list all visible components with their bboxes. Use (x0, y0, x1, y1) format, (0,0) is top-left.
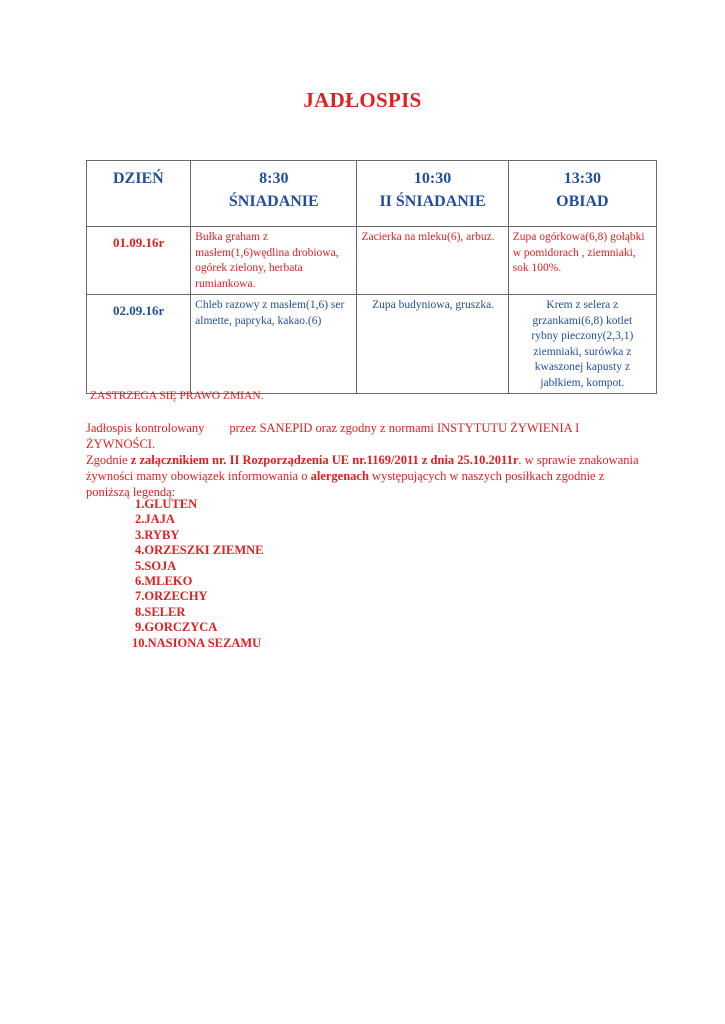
lunch-cell (508, 227, 656, 295)
breakfast-cell (191, 227, 357, 295)
list-item: 3.RYBY (135, 527, 180, 542)
day-cell (87, 227, 191, 295)
meal-text: Zacierka na mleku(6), arbuz. (361, 231, 495, 243)
meal-text: Chleb razowy z masłem(1,6) ser almette, papryka, kakao.(6) (195, 299, 345, 327)
list-item: 4.ORZESZKI ZIEMNE (135, 543, 264, 558)
info-paragraph (86, 420, 646, 500)
list-item: 1.GLUTEN (135, 497, 198, 511)
day-label: 01.09.16r (112, 235, 165, 250)
lunch-cell (508, 295, 656, 394)
table-header-row (87, 161, 657, 227)
meal-text: Zupa budyniowa, gruszka. (372, 299, 495, 311)
table-row (87, 295, 657, 394)
menu-table (86, 160, 657, 394)
meal-text: Bułka graham z masłem(1,6)wędlina drobiowa, ogórek zielony, herbata rumiankowa. (195, 231, 339, 290)
day-label: 02.09.16r (112, 303, 165, 318)
page-title: JADŁOSPIS (303, 88, 422, 112)
changes-notice: ZASTRZEGA SIĘ PRAWO ZMIAN. (90, 390, 264, 402)
regulation-note: Zgodnie z załącznikiem nr. II Rozporządzenia UE nr.1169/2011 z dnia 25.10.2011r. w sprawie znakowania żywności mamy obowiązek informowania o alergenach występujących w naszych posiłkach zgodnie z poniższą legendą: (86, 453, 639, 499)
second-breakfast-cell (357, 227, 508, 295)
list-item: 2.JAJA (135, 512, 175, 527)
day-cell (87, 295, 191, 394)
allergen-legend (132, 497, 264, 651)
list-item: 8.SELER (135, 604, 186, 619)
list-item: 10.NASIONA SEZAMU (132, 635, 262, 650)
header-lunch: 13:30 OBIAD (508, 161, 656, 227)
second-breakfast-cell (357, 295, 508, 394)
list-item: 5.SOJA (135, 558, 177, 573)
list-item: 6.MLEKO (135, 574, 193, 589)
table-row (87, 227, 657, 295)
header-day: DZIEŃ (87, 161, 191, 227)
header-breakfast: 8:30 ŚNIADANIE (191, 161, 357, 227)
breakfast-cell (191, 295, 357, 394)
list-item: 7.ORZECHY (135, 589, 208, 604)
meal-text: Krem z selera z grzankami(6,8) kotlet rybny pieczony(2,3,1) ziemniaki, surówka z kwaszonej kapusty z jabłkiem, kompot. (531, 299, 634, 389)
list-item: 9.GORCZYCA (135, 620, 218, 635)
meal-text: Zupa ogórkowa(6,8) gołąbki w pomidorach , ziemniaki, sok 100%. (512, 231, 645, 274)
header-second-breakfast: 10:30 II ŚNIADANIE (357, 161, 508, 227)
sanepid-note: Jadłospis kontrolowany przez SANEPID oraz zgodny z normami INSTYTUTU ŻYWIENIA I ŻYWNOŚCI. (86, 421, 583, 451)
